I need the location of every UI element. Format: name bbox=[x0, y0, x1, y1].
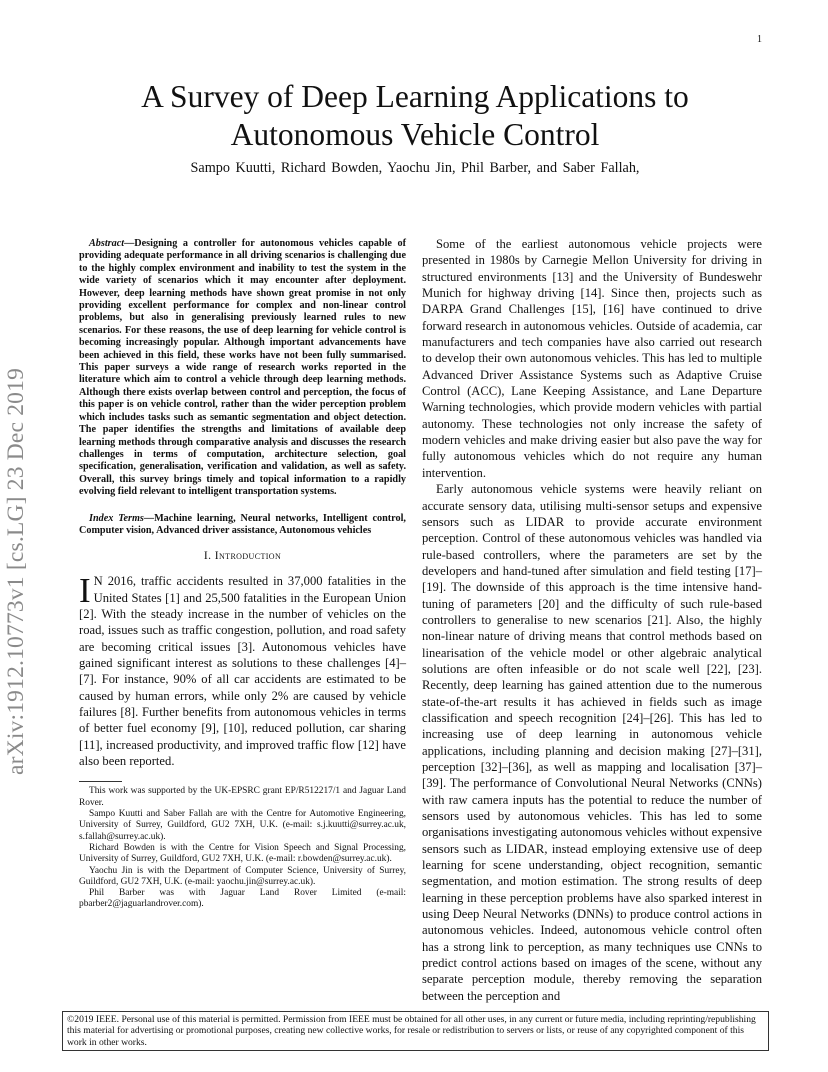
abstract-text: —Designing a controller for autonomous vehicles capable of providing adequate performance in all driving scenarios is challenging due to the highly complex environment and inability to test the system in the wide variety of scenarios which it may encounter after deployment. However, deep learning methods have shown great promise in not only providing excellent performance for complex and non-linear control problems, but also in generalising previously learned rules to new scenarios. For these reasons, the use of deep learning for vehicle control is becoming increasingly popular. Although important advancements have been achieved in this field, these works have not been fully summarised. This paper surveys a wide range of research works reported in the literature which aim to control a vehicle through deep learning methods. Although there exists overlap between control and perception, the focus of this paper is on vehicle control, rather than the wider perception problem which includes tasks such as semantic segmentation and object detection. The paper identifies the strengths and limitations of available deep learning methods through comparative analysis and discusses the research challenges in terms of computation, architecture selection, goal specification, generalisation, verification and validation, as well as safety. Overall, this survey brings timely and topical information to a rapidly evolving field relevant to intelligent transportation systems. bbox=[79, 238, 406, 498]
body-paragraph: Some of the earliest autonomous vehicle projects were presented in 1980s by Carnegie Mellon University for driving in structured environments [13] and the University of Bundeswehr Munich for highway driving [14]. Since then, projects such as DARPA Grand Challenges [15], [16] have continued to drive forward research in autonomous vehicles. Outside of academia, car manufacturers and tech companies have also carried out research to develop their own autonomous vehicles. This has led to multiple Advanced Driver Assistance Systems such as Adaptive Cruise Control (ACC), Lane Keeping Assistance, and Lane Departure Warning technologies, which provide modern vehicles with partial autonomy. These technologies not only increase the safety of modern vehicles and make driving easier but also pave the way for fully autonomous vehicles which do not require any human intervention. bbox=[422, 237, 762, 480]
footnote: Phil Barber was with Jaguar Land Rover Limited (e-mail: pbarber2@jaguarlandrover.com). bbox=[79, 888, 406, 910]
author-list: Sampo Kuutti, Richard Bowden, Yaochu Jin, Phil Barber, and Saber Fallah, bbox=[190, 160, 640, 176]
footnote: Richard Bowden is with the Centre for Vision Speech and Signal Processing, University of Surrey, Guildford, GU2 7XH, U.K. (e-mail: r.bowden@surrey.ac.uk). bbox=[79, 842, 406, 865]
page-number: 1 bbox=[757, 34, 762, 45]
section-heading bbox=[79, 549, 406, 562]
index-terms bbox=[79, 513, 406, 538]
abstract bbox=[79, 238, 406, 499]
abstract-lead: Abstract bbox=[89, 238, 125, 249]
arxiv-stamp: arXiv:1912.10773v1 [cs.LG] 23 Dec 2019 bbox=[3, 367, 29, 775]
index-terms-lead: Index Terms bbox=[89, 512, 144, 524]
paper-title: A Survey of Deep Learning Applications to Autonomous Vehicle Control bbox=[141, 79, 689, 152]
drop-cap: I bbox=[79, 571, 91, 611]
left-column bbox=[79, 238, 406, 911]
copyright-notice: ©2019 IEEE. Personal use of this material is permitted. Permission from IEEE must be obtained for all other uses, in any current or future media, including reprinting/republishing this material for advertising or promotional purposes, creating new collective works, for resale or redistribution to servers or lists, or reuse of any copyrighted component of this work in other works. bbox=[62, 1011, 769, 1051]
right-column bbox=[422, 236, 762, 1004]
intro-paragraph bbox=[79, 573, 406, 769]
footnotes bbox=[79, 786, 406, 910]
body-paragraph: Early autonomous vehicle systems were heavily reliant on accurate sensory data, utilising multi-sensor setups and expensive sensors such as LIDAR to provide accurate environment perception. Control of these autonomous vehicles was handled via rule-based controllers, where the parameters are set by the developers and hand-tuned after simulation and field testing [17]–[19]. The downside of this approach is the time intensive hand-tuning of parameters [20] and the difficulty of such rule-based controllers to generalise to new scenarios [21]. Also, the highly non-linear nature of driving means that control methods based on linearisation of the vehicle model or other algebraic analytical solutions are often infeasible or do not scale well [22], [23]. Recently, deep learning has gained attention due to the numerous state-of-the-art results it has achieved in fields such as image classification and speech recognition [24]–[26]. This has led to increasing use of deep learning in autonomous vehicle applications, including planning and decision making [27]–[31], perception [32]–[36], as well as mapping and localisation [37]–[39]. The performance of Convolutional Neural Networks (CNNs) with raw camera inputs has the potential to reduce the number of sensors used by autonomous vehicles. This has led to some organisations investigating autonomous vehicles without expensive sensors such as LIDAR, instead employing extensive use of deep learning for scene understanding, object recognition, semantic segmentation, and motion estimation. The strong results of deep learning in these perception problems have also sparked interest in using Deep Neural Networks (DNNs) to produce control actions in autonomous vehicles. Indeed, autonomous vehicle control often has a strong link to perception, as many techniques use CNNs to predict control actions based on images of the scene, without any separate perception module, thereby removing the separation between the perception and bbox=[422, 482, 762, 1003]
footnote: Yaochu Jin is with the Department of Computer Science, University of Surrey, Guildford, GU2 7XH, U.K. (e-mail: yaochu.jin@surrey.ac.uk). bbox=[79, 865, 406, 887]
index-terms-text: —Machine learning, Neural networks, Intelligent control, Computer vision, Advanced driver assistance, Autonomous vehicles bbox=[79, 512, 406, 536]
intro-text: N 2016, traffic accidents resulted in 37,000 fatalities in the United States [1] and 25,500 fatalities in the European Union [2]. With the steady increase in the number of vehicles on the road, issues such as traffic congestion, pollution, and road safety are becoming critical issues [3]. Autonomous vehicles have gained significant interest as solutions to these challenges [4]–[7]. For instance, 90% of all car accidents are estimated to be caused by human errors, while only 2% are caused by vehicle failures [8]. Further benefits from autonomous vehicles in terms of better fuel economy [9], [10], reduced pollution, car sharing [11], increased productivity, and improved traffic flow [12] have also been reported. bbox=[79, 574, 406, 769]
section-number: I. bbox=[203, 549, 212, 563]
footnote: This work was supported by the UK-EPSRC grant EP/R512217/1 and Jaguar Land Rover. bbox=[79, 786, 406, 808]
footnote: Sampo Kuutti and Saber Fallah are with the Centre for Automotive Engineering, University of Surrey, Guildford, GU2 7XH, U.K. (e-mail: s.j.kuutti@surrey.ac.uk, s.fallah@surrey.ac.uk). bbox=[79, 809, 406, 842]
footnote-rule bbox=[79, 781, 122, 782]
section-title: Introduction bbox=[214, 549, 282, 563]
